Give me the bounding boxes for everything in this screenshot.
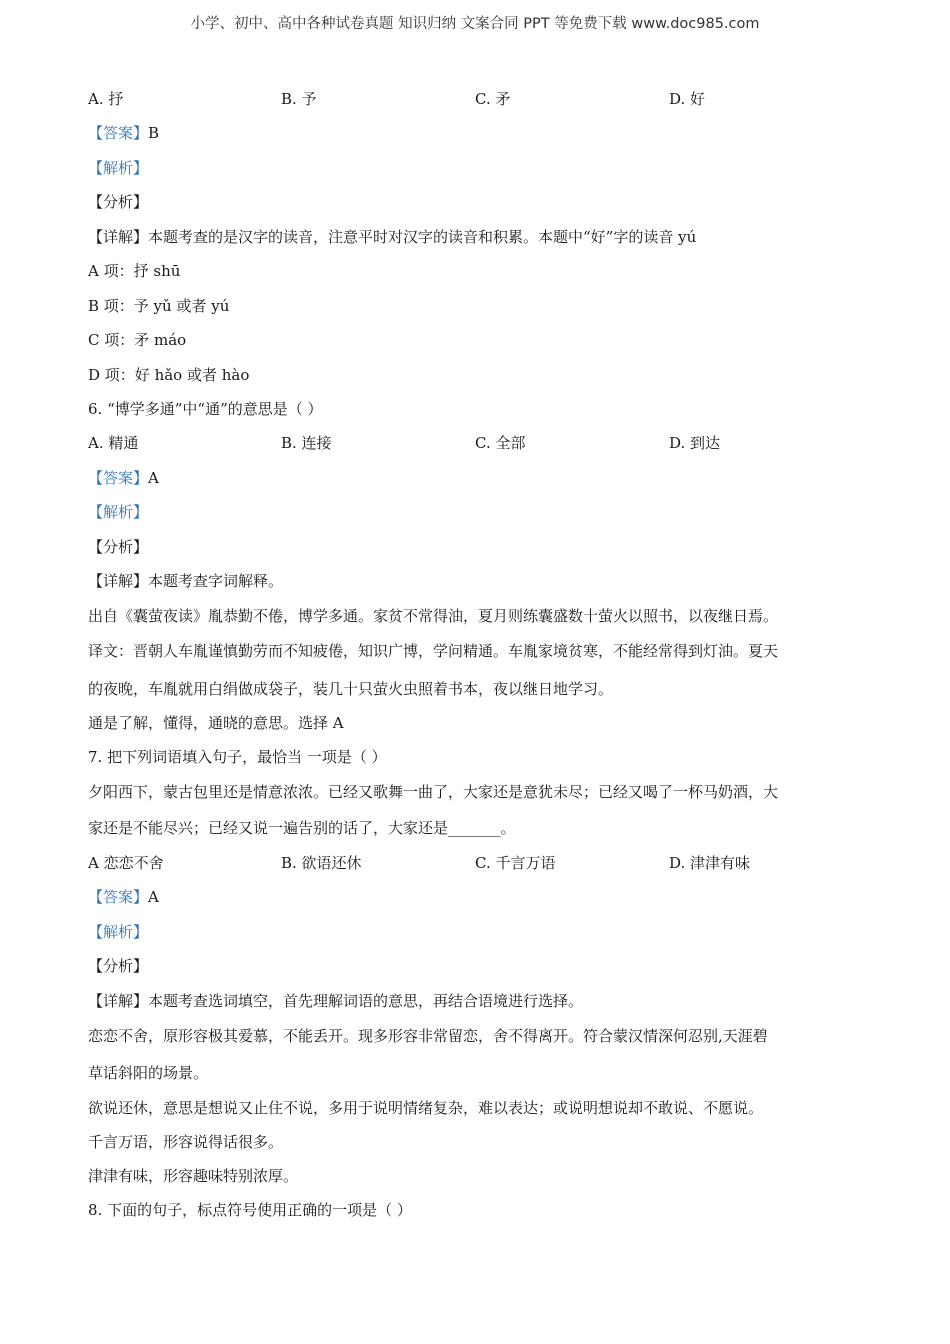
q6-option-c: C. 全部 <box>475 434 526 452</box>
q5-line-a: A 项：抒 shū <box>88 262 181 280</box>
q7-answer-line <box>88 887 159 907</box>
answer-tag: 【答案】 <box>88 124 149 142</box>
q5-line-b: B 项：予 yǔ 或者 yú <box>88 297 230 315</box>
q5-answer: B <box>148 124 160 142</box>
q7-explain-5: 津津有味，形容趣味特别浓厚。 <box>88 1167 299 1185</box>
q5-fenxi: 【分析】 <box>88 193 149 211</box>
answer-tag: 【答案】 <box>88 888 149 906</box>
q6-answer: A <box>148 469 159 487</box>
q7-explain-1: 恋恋不舍，原形容极其爱慕，不能丢开。现多形容非常留恋，舍不得离开。符合蒙汉情深何忍别,天涯碧 <box>88 1027 768 1045</box>
q5-answer-line <box>88 123 159 143</box>
q6-fenxi: 【分析】 <box>88 538 149 556</box>
q7-question: 7. 把下列词语填入句子，最恰当 一项是（ ） <box>88 748 387 766</box>
q5-detail: 本题考查的是汉字的读音，注意平时对汉字的读音和积累。本题中“好”字的读音 yú <box>148 228 697 246</box>
q5-option-b: B. 予 <box>281 90 317 108</box>
q5-option-d: D. 好 <box>669 90 706 108</box>
q6-translation-line-1: 译文：晋朝人车胤谨慎勤劳而不知疲倦，知识广博，学问精通。车胤家境贫寒，不能经常得到灯油。夏天 <box>88 642 779 660</box>
q6-detail-line <box>88 571 283 591</box>
q6-option-d: D. 到达 <box>669 434 721 452</box>
q6-analysis-tag: 【解析】 <box>88 503 149 521</box>
detail-tag: 【详解】 <box>88 572 149 590</box>
q6-translation-line-2: 的夜晚，车胤就用白绢做成袋子，装几十只萤火虫照着书本，夜以继日地学习。 <box>88 680 614 698</box>
q6-question: 6. “博学多通”中“通”的意思是（ ） <box>88 400 323 418</box>
q7-option-b: B. 欲语还休 <box>281 854 362 872</box>
q7-answer: A <box>148 888 159 906</box>
detail-tag: 【详解】 <box>88 228 149 246</box>
q7-analysis-tag: 【解析】 <box>88 923 149 941</box>
q5-detail-line <box>88 227 696 247</box>
q7-explain-3: 欲说还休，意思是想说又止住不说，多用于说明情绪复杂，难以表达；或说明想说却不敢说、不愿说。 <box>88 1099 764 1117</box>
q7-detail: 本题考查选词填空，首先理解词语的意思，再结合语境进行选择。 <box>148 992 584 1010</box>
q7-option-a: A 恋恋不舍 <box>88 854 164 872</box>
q7-explain-4: 千言万语，形容说得话很多。 <box>88 1133 284 1151</box>
q6-detail: 本题考查字词解释。 <box>148 572 284 590</box>
page-header: 小学、初中、高中各种试卷真题 知识归纳 文案合同 PPT 等免费下载 www.doc985.com <box>190 16 760 32</box>
q5-option-c: C. 矛 <box>475 90 511 108</box>
q7-passage-line-1: 夕阳西下，蒙古包里还是情意浓浓。已经又歌舞一曲了，大家还是意犹未尽；已经又喝了一杯马奶酒，大 <box>88 783 779 801</box>
q6-conclusion: 通是了解，懂得，通晓的意思。选择 A <box>88 714 344 732</box>
q6-source-line: 出自《囊萤夜读》胤恭勤不倦，博学多通。家贫不常得油，夏月则练囊盛数十萤火以照书，以夜继日焉。 <box>88 607 779 625</box>
q7-option-c: C. 千言万语 <box>475 854 556 872</box>
q5-line-d: D 项：好 hǎo 或者 hào <box>88 366 250 384</box>
q5-analysis-tag: 【解析】 <box>88 159 149 177</box>
q6-option-b: B. 连接 <box>281 434 332 452</box>
q5-option-a: A. 抒 <box>88 90 124 108</box>
q6-answer-line <box>88 468 159 488</box>
q7-explain-2: 草话斜阳的场景。 <box>88 1064 209 1082</box>
q8-question: 8. 下面的句子，标点符号使用正确的一项是（ ） <box>88 1201 412 1219</box>
answer-tag: 【答案】 <box>88 469 149 487</box>
detail-tag: 【详解】 <box>88 992 149 1010</box>
q5-line-c: C 项：矛 máo <box>88 331 187 349</box>
q7-fenxi: 【分析】 <box>88 957 149 975</box>
q6-option-a: A. 精通 <box>88 434 139 452</box>
q7-passage-line-2: 家还是不能尽兴；已经又说一遍告别的话了，大家还是_______。 <box>88 819 516 837</box>
q7-option-d: D. 津津有味 <box>669 854 751 872</box>
q7-detail-line <box>88 991 583 1011</box>
